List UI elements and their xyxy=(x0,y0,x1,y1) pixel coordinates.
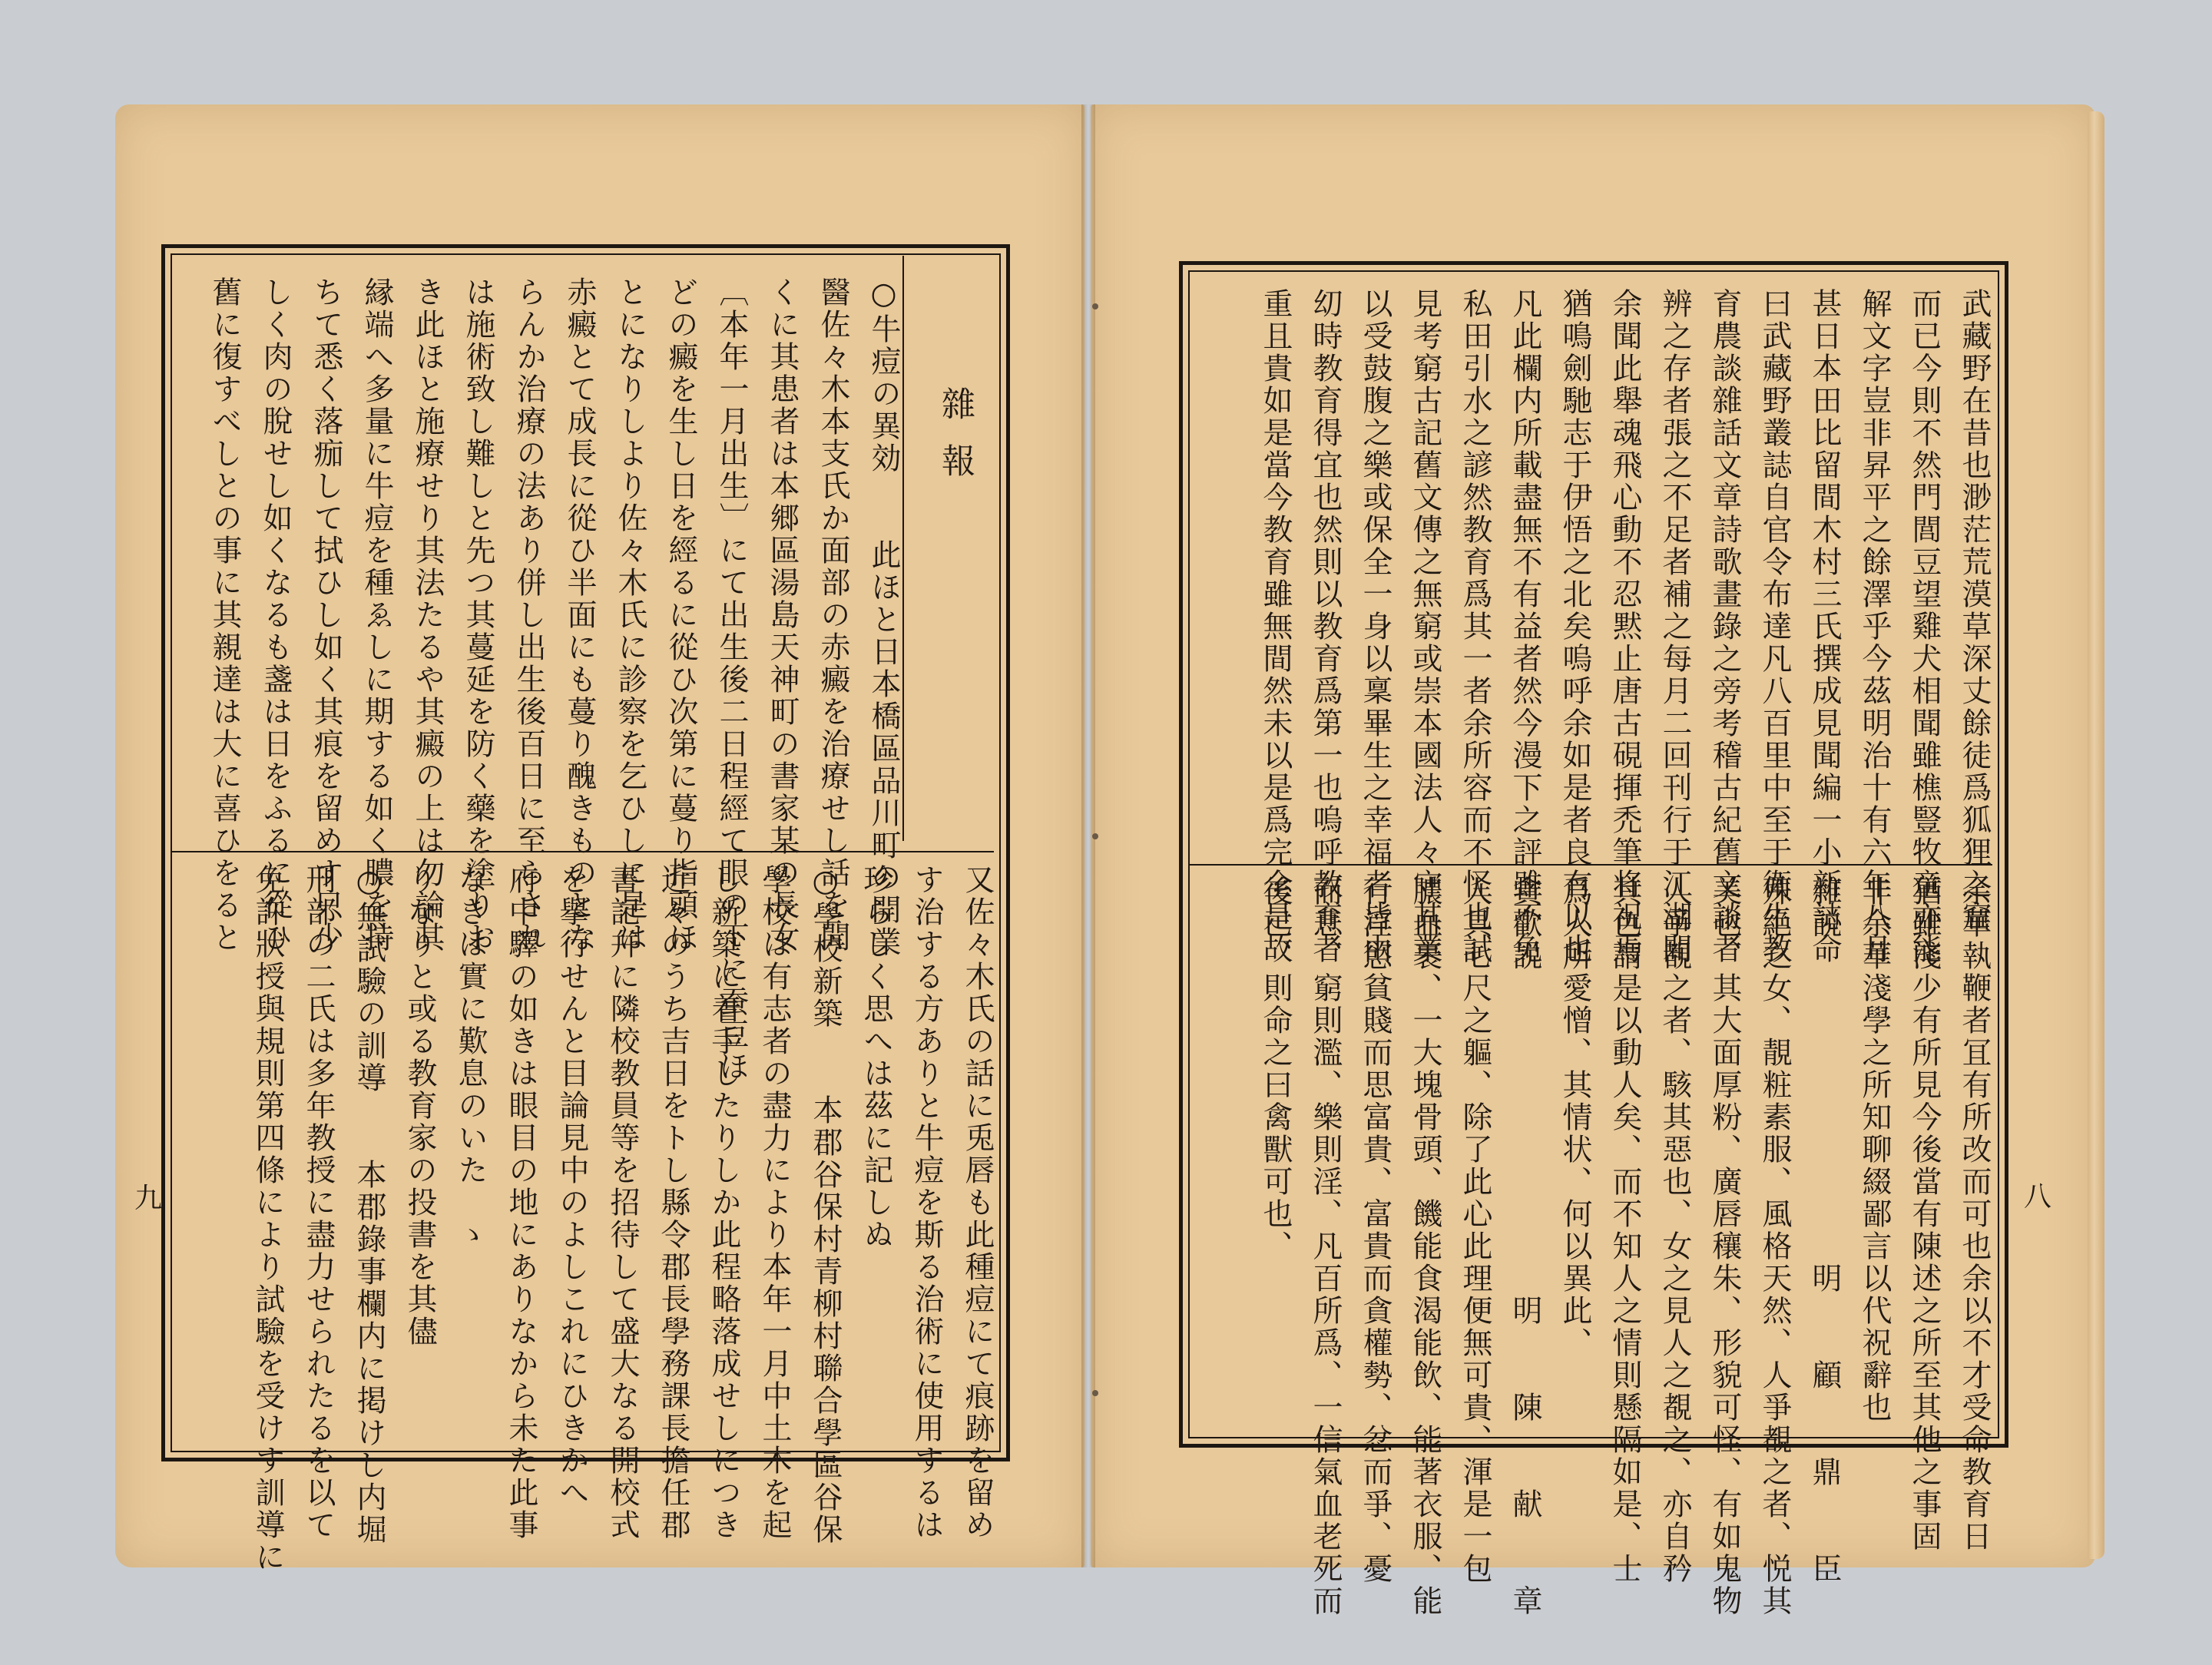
page-number: 八 xyxy=(2024,1181,2052,1213)
text-column: 曰武藏野叢誌自官令布達凡八百里中至于衛生教 xyxy=(1757,288,1792,965)
text-column: 〔本年一月出生〕にて出生後二日程經て眼の下に蚕豆ほ xyxy=(714,276,749,1083)
text-column: 非余華淺學之所知聊綴鄙言以代祝辭也 xyxy=(1857,876,1892,1424)
text-column: す治する方ありと牛痘を斯る治術に使用するは xyxy=(909,864,944,1541)
text-column: 重且貴如是當今教育雖無間然未以是爲完全是故 xyxy=(1258,288,1293,965)
text-column: 以受鼓腹之樂或保全一身以稟畢生之幸福者皆由 xyxy=(1358,288,1392,965)
text-column: 爲人所愛憎、其情状、何以異此、 xyxy=(1558,876,1592,1359)
text-column: 武藏野在昔也渺茫荒漠草深丈餘徒爲狐狸之窟 xyxy=(1957,288,1992,933)
text-column: 甚日本田比留間木村三氏撰成見聞編一小新誌命 xyxy=(1807,288,1842,965)
text-column: 貪歡説 明 陳 献 章 xyxy=(1508,876,1542,1617)
text-column: 珍らしく思へは茲に記しぬ xyxy=(859,864,893,1251)
text-column: 辨之存者張之不足者補之每月二回刊行于江湖間 xyxy=(1657,288,1692,965)
text-column: 解文字豈非昇平之餘澤乎今茲明治十有六年八月 xyxy=(1857,288,1892,965)
text-column: なきは實に歎息のいた ゝ xyxy=(453,864,488,1251)
text-column: ちて悉く落痂して拭ひし如く其痕を留めす只少 xyxy=(309,276,343,954)
section-title: 雜報 xyxy=(935,386,975,500)
text-column: ○無試驗の訓導 本郡錄事欄内に掲けし内堀 xyxy=(352,864,386,1546)
text-column: 免許狀授與規則第四條により試驗を受けす訓導に xyxy=(250,864,285,1574)
text-column: は施術致し難しと先つ其蔓延を防く藥を塗りお xyxy=(461,276,495,954)
page-edge-stack xyxy=(2088,111,2104,1559)
text-column: 雜説 明 顧 鼎 臣 xyxy=(1807,876,1842,1585)
text-column: しく肉の脫せし如くなるも盞は日をふるに從ひ xyxy=(258,276,293,954)
text-column: 府中驛の如きは眼目の地にありなから未た此事 xyxy=(504,864,538,1541)
text-column: 醫佐々木本支氏か面部の赤癜を治療せし話を聞 xyxy=(816,276,850,954)
text-column: 赤癜とて成長に從ひ半面にも蔓り醜きものとな xyxy=(562,276,597,954)
text-column: 而已今則不然門閭豆望雞犬相聞雖樵豎牧童亦能 xyxy=(1907,288,1942,965)
text-column: 後已、則命之曰禽獸可也、 xyxy=(1258,876,1293,1263)
text-column: らんか治療の法あり併し出生後百日に至らされ xyxy=(512,276,546,954)
text-column: 美也、其大面厚粉、廣唇穰朱、形貌可怪、有如鬼物 xyxy=(1707,876,1742,1617)
text-column: 猶鳴劍馳志于伊悟之北矣嗚呼余如是者良有以也 xyxy=(1558,288,1592,965)
text-column: 殊絶之女、靚粧素服、風格天然、人爭覩之者、悦其 xyxy=(1757,876,1792,1617)
text-column: 㓜時教育得宜也然則以教育爲第一也嗚呼教育者 xyxy=(1308,288,1343,965)
text-column: 私田引水之諺然教育爲其一者余所容而不怪也試 xyxy=(1458,288,1492,965)
text-column: りなりと或る教育家の投書を其儘 xyxy=(402,864,437,1348)
text-column: 學校は有志者の盡力により本年一月中土木を起 xyxy=(757,864,792,1541)
text-column: 人爭覩之者、駭其惡也、女之見人之覩之、亦自矜 xyxy=(1657,876,1692,1585)
text-column: とになりしより佐々木氏に診察を乞ひしに是は xyxy=(613,276,647,954)
text-column: し新築に着手したりしか此程略落成せしにつき xyxy=(707,864,741,1541)
text-column: 凡此欄内所載盡無不有益者然今漫下之評雖不免 xyxy=(1508,288,1542,965)
text-column: 縁端へ多量に牛痘を種ゑしに期する如く膿を持 xyxy=(359,276,394,954)
text-column: 而悲、窮則濫、樂則淫、凡百所爲、一信氣血老死而 xyxy=(1308,876,1343,1617)
text-column: 又佐々木氏の話に兎唇も此種痘にて痕跡を留め xyxy=(960,864,995,1541)
text-column: 舊に復すべしとの事に其親達は大に喜ひをると xyxy=(207,276,242,954)
text-column: どの癜を生し日を經るに從ひ次第に蔓り指頭ほ xyxy=(664,276,698,954)
binding-hole xyxy=(1092,303,1098,309)
text-column: 近々のうち吉日をトし縣令郡長學務課長擔任郡 xyxy=(656,864,690,1541)
text-column: 膿血裹、一大塊骨頭、饑能食渴能飲、能著衣服、能 xyxy=(1408,876,1442,1617)
text-column: 見考窮古記舊文傳之無窮或崇本國法人々守其業 xyxy=(1408,288,1442,965)
text-column: 刑部の二氏は多年教授に盡力せられたるを以て xyxy=(301,864,336,1541)
section-header-box xyxy=(902,256,995,841)
text-column: 其色謂是以動人矣、而不知人之情則懸隔如是、士 xyxy=(1608,876,1642,1585)
text-column: 育農談雜話文章詩歌畫錄之旁考稽古紀舊文談者 xyxy=(1707,288,1742,965)
text-column: を擧行せんと目論見中のよしこれにひきかへ xyxy=(555,864,589,1509)
text-column: ○學校新築 本郡谷保村青柳村聯合學區谷保 xyxy=(808,864,843,1546)
text-column: 余聞此舉魂飛心動不忍黙止唐古硯揮禿筆将祝焉 xyxy=(1608,288,1642,965)
text-column: 猶雖淺少有所見今後當有陳述之所至其他之事固 xyxy=(1907,876,1942,1553)
text-column: くに其患者は本郷區湯島天神町の書家某の長女 xyxy=(765,276,800,954)
text-column: 行淫慾貧賤而思富貴、富貴而貪權勢、忿而爭、憂 xyxy=(1358,876,1392,1585)
text-column: 書記幷に隣校教員等を招待して盛大なる開校式 xyxy=(605,864,640,1541)
text-column: ○牛痘の異効 此ほと日本橋區品川町の開業 xyxy=(866,276,901,958)
text-column: き此ほと施療せり其法たるや其癜の上は勿論其 xyxy=(410,276,445,954)
text-column: 余華執鞭者冝有所改而可也余以不才受命教育日 xyxy=(1957,876,1992,1553)
binding-hole xyxy=(1092,1390,1098,1396)
binding-hole xyxy=(1092,833,1098,839)
page-number: 九 xyxy=(134,1183,163,1214)
text-column: 人具七尺之軀、除了此心此理便無可貴、渾是一包 xyxy=(1458,876,1492,1585)
